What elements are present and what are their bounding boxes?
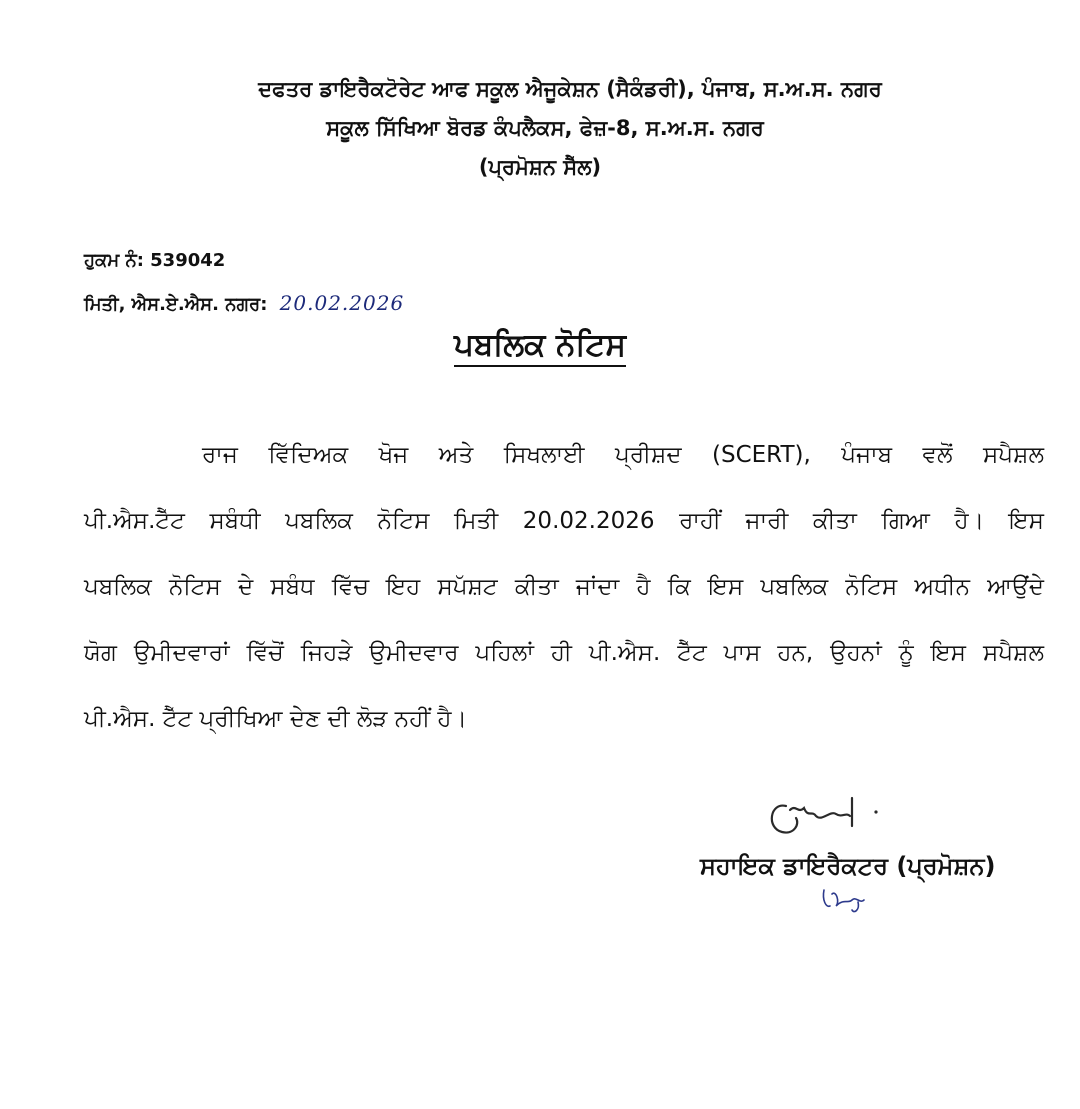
order-meta (84, 240, 404, 326)
order-date-row (84, 282, 404, 326)
order-date-label: ਮਿਤੀ, ਐਸ.ਏ.ਐਸ. ਨਗਰ: (84, 294, 274, 315)
order-number-row (84, 240, 404, 282)
office-name: ਦਫਤਰ ਡਾਇਰੈਕਟੋਰੇਟ ਆਫ ਸਕੂਲ ਐਜੂਕੇਸ਼ਨ (ਸੈਕੰਡਰੀ), ਪੰਜਾਬ, ਸ.ਅ.ਸ. ਨਗਰ (258, 77, 882, 101)
order-number-label: ਹੁਕਮ ਨੰ: (84, 250, 151, 271)
handwritten-signature (760, 788, 900, 848)
notice-body (84, 422, 1044, 752)
body-line: ਯੋਗ ਉਮੀਦਵਾਰਾਂ ਵਿੱਚੋਂ ਜਿਹੜੇ ਉਮੀਦਵਾਰ ਪਹਿਲਾਂ ਹੀ ਪੀ.ਐਸ. ਟੈੱਟ ਪਾਸ ਹਨ, ਉਹਨਾਂ ਨੂੰ ਇਸ ਸਪੈਸ਼ਲ (84, 640, 1044, 666)
body-line: ਪਬਲਿਕ ਨੋਟਿਸ ਦੇ ਸਬੰਧ ਵਿੱਚ ਇਹ ਸਪੱਸ਼ਟ ਕੀਤਾ ਜਾਂਦਾ ਹੈ ਕਿ ਇਸ ਪਬਲਿਕ ਨੋਟਿਸ ਅਧੀਨ ਆਉਂਦੇ (84, 574, 1044, 600)
signatory-designation: ਸਹਾਇਕ ਡਾਇਰੈਕਟਰ (ਪ੍ਰਮੋਸ਼ਨ) (700, 852, 996, 880)
body-line: ਪੀ.ਐਸ.ਟੈੱਟ ਸਬੰਧੀ ਪਬਲਿਕ ਨੋਟਿਸ ਮਿਤੀ 20.02.2026 ਰਾਹੀਂ ਜਾਰੀ ਕੀਤਾ ਗਿਆ ਹੈ। ਇਸ (84, 508, 1044, 534)
office-header (0, 70, 1080, 187)
order-number: 539042 (150, 250, 226, 271)
initials-mark (818, 880, 878, 916)
notice-title-text: ਪਬਲਿਕ ਨੋਟਿਸ (454, 327, 626, 367)
body-line: ਰਾਜ ਵਿੱਦਿਅਕ ਖੋਜ ਅਤੇ ਸਿਖਲਾਈ ਪ੍ਰੀਸ਼ਦ (SCERT), ਪੰਜਾਬ ਵਲੋਂ ਸਪੈਸ਼ਲ (202, 442, 1044, 468)
order-date-handwritten: 20.02.2026 (279, 291, 405, 315)
body-line: ਪੀ.ਐਸ. ਟੈੱਟ ਪ੍ਰੀਖਿਆ ਦੇਣ ਦੀ ਲੋੜ ਨਹੀਂ ਹੈ। (84, 706, 468, 732)
office-cell: (ਪ੍ਰਮੋਸ਼ਨ ਸੈੱਲ) (478, 155, 602, 179)
office-address: ਸਕੂਲ ਸਿੱਖਿਆ ਬੋਰਡ ਕੰਪਲੈਕਸ, ਫੇਜ਼-8, ਸ.ਅ.ਸ. ਨਗਰ (326, 116, 764, 140)
signature-block (700, 788, 1060, 918)
notice-title (0, 322, 1080, 368)
